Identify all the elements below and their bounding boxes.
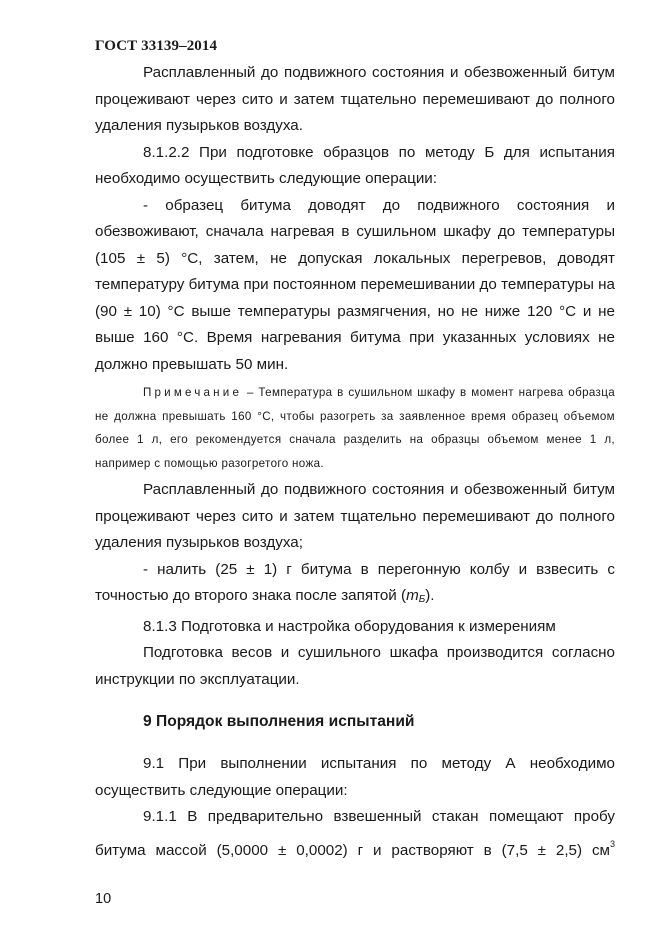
- weigh-sample-text: - налить (25 ± 1) г битума в перегонную колбу и взвесить с точностью до второго знака после запятой (: [95, 560, 615, 604]
- note-label: Примечание: [143, 386, 243, 399]
- paragraph-heating-procedure: - образец битума доводят до подвижного состояния и обезвоживают, сначала нагревая в сушильном шкафу до температуры (105 ± 5) °С, затем, не допуская локальных перегревов, доводят температуру битума при постоянном перемешивании до температуры на (90 ± 10) °С выше температуры размягчения, но не ниже 120 °С и не выше 160 °С. Время нагревания битума при указанных условиях не должно превышать 50 мин.: [95, 196, 615, 373]
- standard-header: ГОСТ 33139–2014: [95, 38, 218, 54]
- paragraph-method-b-preparation: 8.1.2.2 При подготовке образцов по методу Б для испытания необходимо осуществить следующие операции:: [95, 143, 615, 187]
- paragraph-weigh-sample: [95, 557, 615, 614]
- page-number: 10: [95, 891, 112, 907]
- document-body: [95, 60, 615, 864]
- cubic-superscript: 3: [609, 838, 615, 849]
- section-title: 9 Порядок выполнения испытаний: [143, 713, 415, 730]
- note-block: [95, 381, 615, 475]
- paragraph-sample-dissolution: [95, 804, 615, 864]
- paragraph-method-a-procedure: 9.1 При выполнении испытания по методу А необходимо осуществить следующие операции:: [95, 755, 615, 799]
- dissolution-text: 9.1.1 В предварительно взвешенный стакан помещают пробу битума массой (5,0000 ± 0,0002) г и растворяют в (7,5 ± 2,5) см: [95, 808, 615, 859]
- paragraph-bitumen-straining: Расплавленный до подвижного состояния и обезвоженный битум процеживают через сито и затем тщательно перемешивают до полного удаления пузырьков воздуха.: [95, 64, 615, 134]
- mass-variable: m: [406, 587, 419, 604]
- paragraph-equipment-setup: 8.1.3 Подготовка и настройка оборудования к измерениям: [143, 617, 556, 635]
- paragraph-equipment-instructions: Подготовка весов и сушильного шкафа производится согласно инструкции по эксплуатации.: [95, 644, 615, 688]
- note-text: – Температура в сушильном шкафу в момент нагрева образца не должна превышать 160 °С, чтобы разогреть за заявленное время образец объемом более 1 л, его рекомендуется сначала разделить на образцы объемом менее 1 л, например с помощью разогретого ножа.: [95, 386, 615, 470]
- paragraph-bitumen-straining-2: Расплавленный до подвижного состояния и обезвоженный битум процеживают через сито и затем тщательно перемешивают до полного удаления пузырьков воздуха;: [95, 481, 615, 551]
- weigh-sample-end: ).: [425, 587, 435, 604]
- mass-subscript: Б: [418, 594, 426, 605]
